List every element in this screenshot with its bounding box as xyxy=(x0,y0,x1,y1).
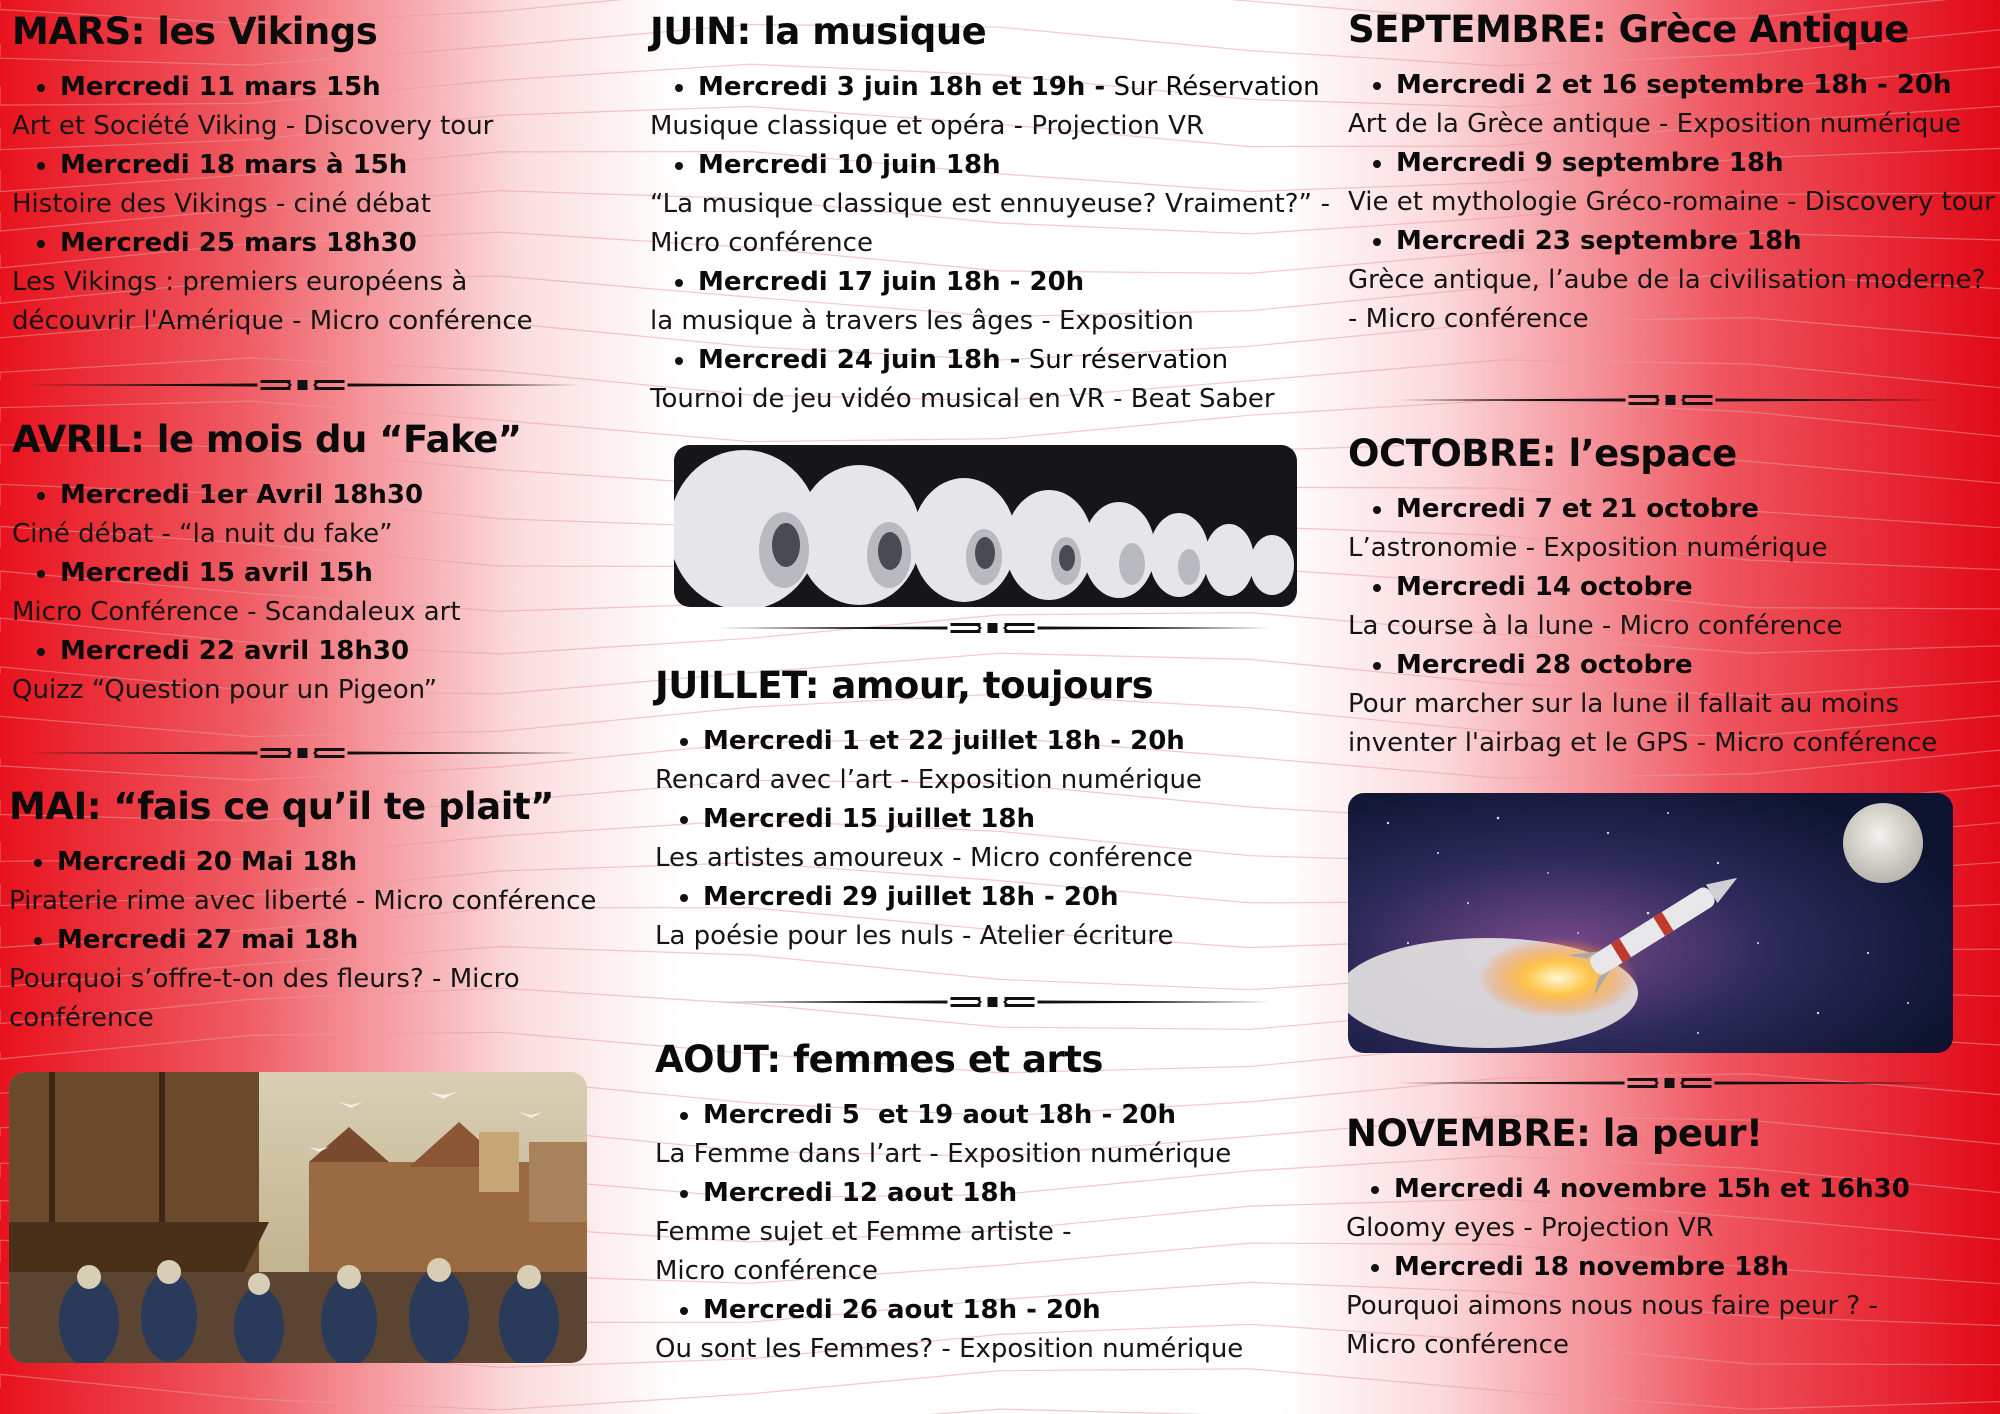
event-date: Mercredi 1er Avril 18h30 xyxy=(12,476,602,515)
event-date: Mercredi 4 novembre 15h et 16h30 xyxy=(1346,1170,2000,1209)
section-mai xyxy=(9,785,599,1038)
event-date: Mercredi 3 juin 18h et 19h - Sur Réservation xyxy=(650,68,1340,107)
section-juillet xyxy=(655,664,1345,956)
event-date: Mercredi 18 novembre 18h xyxy=(1346,1248,2000,1287)
event-item xyxy=(1348,568,2000,646)
event-item xyxy=(1348,646,2000,763)
event-date: Mercredi 7 et 21 octobre xyxy=(1348,490,2000,529)
event-item xyxy=(9,843,599,921)
event-item xyxy=(12,146,602,224)
event-description: La Femme dans l’art - Exposition numérique xyxy=(655,1139,1232,1169)
event-date: Mercredi 10 juin 18h xyxy=(650,146,1340,185)
event-description: Les Vikings : premiers européens à découvrir l'Amérique - Micro conférence xyxy=(12,267,533,336)
event-item xyxy=(650,263,1340,341)
event-item xyxy=(655,1291,1345,1369)
event-description: Pour marcher sur la lune il fallait au moins inventer l'airbag et le GPS - Micro conférence xyxy=(1348,689,1938,758)
column-middle xyxy=(640,0,1340,1414)
event-item xyxy=(12,68,602,146)
section-divider xyxy=(1393,390,1948,410)
event-item xyxy=(1346,1170,2000,1248)
section-octobre xyxy=(1348,432,2000,763)
event-description: Grèce antique, l’aube de la civilisation moderne? - Micro conférence xyxy=(1348,265,1986,334)
event-date: Mercredi 2 et 16 septembre 18h - 20h xyxy=(1348,66,2000,105)
section-title-septembre: SEPTEMBRE: Grèce Antique xyxy=(1348,8,1909,51)
event-date: Mercredi 11 mars 15h xyxy=(12,68,602,107)
event-date: Mercredi 27 mai 18h xyxy=(9,921,599,960)
event-date: Mercredi 12 aout 18h xyxy=(655,1174,1345,1213)
section-divider xyxy=(1392,1073,1947,1093)
event-item xyxy=(655,1096,1345,1174)
event-date: Mercredi 26 aout 18h - 20h xyxy=(655,1291,1345,1330)
event-item xyxy=(1346,1248,2000,1365)
event-date: Mercredi 20 Mai 18h xyxy=(9,843,599,882)
event-date: Mercredi 25 mars 18h30 xyxy=(12,224,602,263)
event-date: Mercredi 23 septembre 18h xyxy=(1348,222,2000,261)
event-item xyxy=(655,800,1345,878)
event-description: La course à la lune - Micro conférence xyxy=(1348,611,1843,641)
section-title-mai: MAI: “fais ce qu’il te plait” xyxy=(9,785,554,828)
event-item xyxy=(1348,66,2000,144)
section-juin xyxy=(650,10,1340,419)
event-item xyxy=(12,632,602,710)
event-item xyxy=(1348,144,2000,222)
event-description: Pourquoi s’offre-t-on des fleurs? - Micro conférence xyxy=(9,964,520,1033)
event-item xyxy=(650,341,1340,419)
section-title-octobre: OCTOBRE: l’espace xyxy=(1348,432,1737,475)
event-description: L’astronomie - Exposition numérique xyxy=(1348,533,1828,563)
section-title-mars: MARS: les Vikings xyxy=(12,10,378,53)
event-description: Histoire des Vikings - ciné débat xyxy=(12,189,431,219)
event-description: Tournoi de jeu vidéo musical en VR - Beat Saber xyxy=(650,384,1275,414)
section-septembre xyxy=(1348,8,2000,339)
event-description: Piraterie rime avec liberté - Micro conférence xyxy=(9,886,597,916)
event-description: Art de la Grèce antique - Exposition numérique xyxy=(1348,109,1961,139)
section-divider xyxy=(715,618,1270,638)
column-right xyxy=(1335,0,2000,1414)
event-item xyxy=(650,146,1340,263)
event-date: Mercredi 15 avril 15h xyxy=(12,554,602,593)
event-item xyxy=(655,722,1345,800)
section-title-juillet: JUILLET: amour, toujours xyxy=(655,664,1154,707)
event-date: Mercredi 17 juin 18h - 20h xyxy=(650,263,1340,302)
event-date: Mercredi 28 octobre xyxy=(1348,646,2000,685)
column-left xyxy=(0,0,600,1414)
event-item xyxy=(9,921,599,1038)
event-description: Art et Société Viking - Discovery tour xyxy=(12,111,494,141)
event-description: Gloomy eyes - Projection VR xyxy=(1346,1213,1714,1243)
section-novembre xyxy=(1346,1112,2000,1365)
event-item xyxy=(12,224,602,341)
opera-singers-image xyxy=(674,445,1297,607)
event-item xyxy=(1348,222,2000,339)
event-description: Ou sont les Femmes? - Exposition numérique xyxy=(655,1334,1244,1364)
rocket-moon-image xyxy=(1348,793,1953,1053)
event-date: Mercredi 14 octobre xyxy=(1348,568,2000,607)
event-date: Mercredi 9 septembre 18h xyxy=(1348,144,2000,183)
event-item xyxy=(12,554,602,632)
event-description: Vie et mythologie Gréco-romaine - Discovery tour xyxy=(1348,187,1995,217)
event-description: “La musique classique est ennuyeuse? Vraiment?” - Micro conférence xyxy=(650,189,1330,258)
section-title-juin: JUIN: la musique xyxy=(650,10,987,53)
section-title-aout: AOUT: femmes et arts xyxy=(655,1038,1103,1081)
event-date: Mercredi 15 juillet 18h xyxy=(655,800,1345,839)
pirates-harbour-image xyxy=(9,1072,587,1363)
section-mars xyxy=(12,10,602,341)
event-description: Femme sujet et Femme artiste - Micro conférence xyxy=(655,1217,1072,1286)
event-description: Musique classique et opéra - Projection VR xyxy=(650,111,1205,141)
section-divider xyxy=(25,375,580,395)
event-description: Les artistes amoureux - Micro conférence xyxy=(655,843,1193,873)
event-date: Mercredi 18 mars à 15h xyxy=(12,146,602,185)
event-description: Pourquoi aimons nous nous faire peur ? - Micro conférence xyxy=(1346,1291,1878,1360)
event-item xyxy=(655,878,1345,956)
event-item xyxy=(655,1174,1345,1291)
section-avril xyxy=(12,418,602,710)
event-note: Sur réservation xyxy=(1028,345,1229,375)
section-aout xyxy=(655,1038,1345,1369)
section-title-novembre: NOVEMBRE: la peur! xyxy=(1346,1112,1763,1155)
section-divider xyxy=(715,992,1270,1012)
event-date: Mercredi 24 juin 18h - Sur réservation xyxy=(650,341,1340,380)
event-date: Mercredi 1 et 22 juillet 18h - 20h xyxy=(655,722,1345,761)
event-description: Quizz “Question pour un Pigeon” xyxy=(12,675,438,705)
event-date: Mercredi 22 avril 18h30 xyxy=(12,632,602,671)
section-divider xyxy=(25,743,580,763)
event-date: Mercredi 29 juillet 18h - 20h xyxy=(655,878,1345,917)
event-description: la musique à travers les âges - Exposition xyxy=(650,306,1194,336)
event-description: Rencard avec l’art - Exposition numérique xyxy=(655,765,1202,795)
event-description: La poésie pour les nuls - Atelier écriture xyxy=(655,921,1174,951)
event-item xyxy=(12,476,602,554)
event-date: Mercredi 5 et 19 aout 18h - 20h xyxy=(655,1096,1345,1135)
event-description: Micro Conférence - Scandaleux art xyxy=(12,597,461,627)
event-item xyxy=(650,68,1340,146)
section-title-avril: AVRIL: le mois du “Fake” xyxy=(12,418,522,461)
event-item xyxy=(1348,490,2000,568)
event-description: Ciné débat - “la nuit du fake” xyxy=(12,519,393,549)
event-note: Sur Réservation xyxy=(1113,72,1320,102)
